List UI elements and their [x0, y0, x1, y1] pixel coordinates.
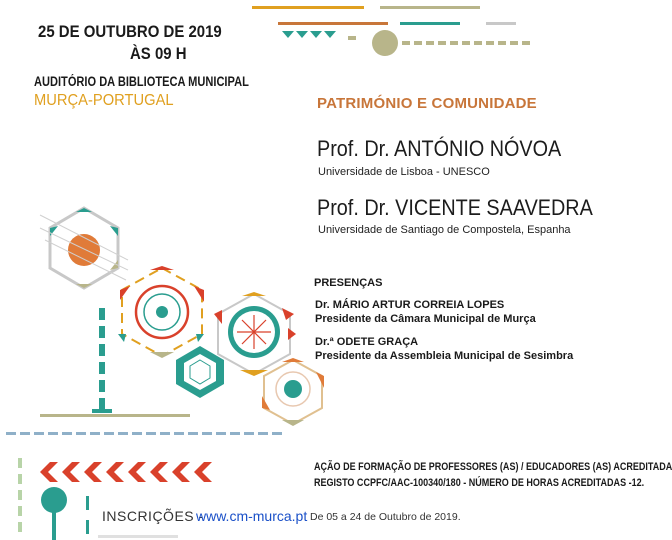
presencas-heading: PRESENÇAS — [314, 277, 383, 289]
pole-dashes — [92, 308, 112, 413]
bottom-gray-line — [98, 535, 178, 538]
event-time: ÀS 09 H — [130, 44, 187, 63]
bottom-teal-marker-icon — [41, 487, 89, 540]
hexagon-teal-dot-icon — [262, 358, 324, 426]
top-stripes — [252, 6, 516, 25]
event-place: MURÇA-PORTUGAL — [34, 92, 174, 109]
event-theme: PATRIMÓNIO E COMUNIDADE — [317, 95, 537, 112]
accreditation-line-2: REGISTO CCPFC/AAC-100340/180 - NÚMERO DE HORAS ACREDITADAS -12. — [314, 477, 645, 489]
inscricoes-label: INSCRIÇÕES - — [102, 508, 204, 524]
hexagon-compass-icon — [214, 292, 296, 376]
top-triangles — [282, 31, 336, 38]
speaker-name-2: Prof. Dr. VICENTE SAAVEDRA — [317, 195, 593, 220]
registration-link[interactable]: www.cm-murca.pt — [196, 508, 308, 524]
speaker-name-1: Prof. Dr. ANTÓNIO NÓVOA — [317, 136, 562, 161]
guest-2 — [315, 335, 573, 363]
left-margin-dashes — [18, 458, 22, 532]
registration-dates: De 05 a 24 de Outubro de 2019. — [310, 511, 461, 523]
chevron-arrows-icon — [40, 462, 212, 482]
speaker-affiliation-2: Universidade de Santiago de Compostela, Espanha — [318, 224, 571, 236]
dashed-baseline — [6, 432, 282, 435]
top-circle-icon — [372, 30, 398, 56]
guest-role-2: Presidente da Assembleia Municipal de Sesimbra — [315, 350, 574, 362]
speaker-affiliation-1: Universidade de Lisboa - UNESCO — [318, 166, 490, 178]
guest-role-1: Presidente da Câmara Municipal de Murça — [315, 313, 536, 325]
guest-name-2: Dr.ª ODETE GRAÇA — [315, 336, 419, 348]
guest-name-1: Dr. MÁRIO ARTUR CORREIA LOPES — [315, 299, 505, 311]
khaki-line — [40, 414, 190, 417]
event-venue: AUDITÓRIO DA BIBLIOTECA MUNICIPAL — [34, 74, 249, 89]
accreditation-line-1: AÇÃO DE FORMAÇÃO DE PROFESSORES (AS) / EDUCADORES (AS) ACREDITADA — [314, 461, 672, 473]
hexagon-orange-icon — [40, 208, 128, 288]
small-hexagon-icon — [176, 346, 224, 398]
hexagon-red-icon — [118, 266, 204, 358]
guest-1 — [315, 298, 536, 326]
event-date: 25 DE OUTUBRO DE 2019 — [38, 22, 222, 41]
